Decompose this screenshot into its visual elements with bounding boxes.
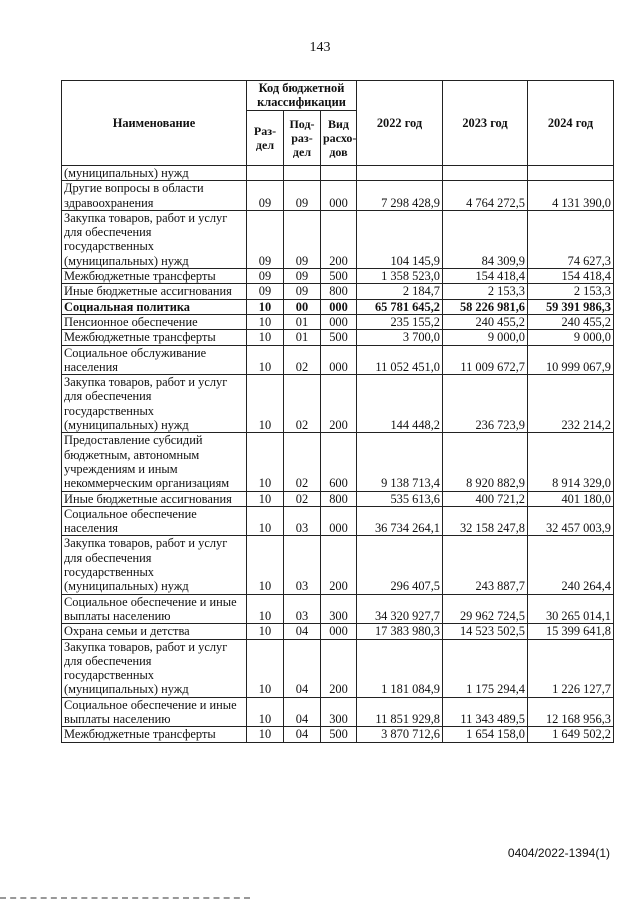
row-name: Закупка товаров, работ и услуг для обеспечения государственных (муниципальных) нужд (62, 639, 247, 697)
table-body (62, 166, 614, 743)
row-razdel (247, 166, 284, 181)
row-value-2022: 11 052 451,0 (357, 345, 443, 375)
row-vid: 300 (321, 697, 357, 727)
row-value-2023: 11 343 489,5 (443, 697, 528, 727)
row-vid: 300 (321, 594, 357, 624)
row-name: Закупка товаров, работ и услуг для обеспечения государственных (муниципальных) нужд (62, 375, 247, 433)
row-razdel: 10 (247, 697, 284, 727)
header-vid: Вид расхо-дов (321, 110, 357, 165)
row-value-2023: 4 764 272,5 (443, 181, 528, 211)
header-year-2024: 2024 год (528, 81, 614, 166)
row-value-2024: 154 418,4 (528, 269, 614, 284)
row-vid: 000 (321, 314, 357, 329)
row-value-2023: 58 226 981,6 (443, 299, 528, 314)
row-value-2023: 154 418,4 (443, 269, 528, 284)
row-value-2022: 9 138 713,4 (357, 433, 443, 491)
row-value-2024: 4 131 390,0 (528, 181, 614, 211)
row-value-2023: 14 523 502,5 (443, 624, 528, 639)
row-vid: 000 (321, 181, 357, 211)
row-podrazdel: 02 (284, 433, 321, 491)
row-value-2024: 30 265 014,1 (528, 594, 614, 624)
row-razdel: 10 (247, 594, 284, 624)
row-vid: 500 (321, 269, 357, 284)
row-podrazdel: 03 (284, 536, 321, 594)
budget-table (61, 80, 614, 743)
row-razdel: 10 (247, 624, 284, 639)
row-value-2024: 240 455,2 (528, 314, 614, 329)
row-razdel: 09 (247, 284, 284, 299)
row-podrazdel: 02 (284, 375, 321, 433)
page-number: 143 (309, 40, 331, 55)
row-value-2022: 535 613,6 (357, 491, 443, 506)
row-name: Другие вопросы в области здравоохранения (62, 181, 247, 211)
row-razdel: 09 (247, 210, 284, 268)
row-name: Социальное обслуживание населения (62, 345, 247, 375)
row-podrazdel: 04 (284, 697, 321, 727)
row-name: Социальная политика (62, 299, 247, 314)
row-value-2022: 3 700,0 (357, 330, 443, 345)
header-year-2023: 2023 год (443, 81, 528, 166)
table-row (62, 697, 614, 727)
row-value-2024: 12 168 956,3 (528, 697, 614, 727)
row-name: Социальное обеспечение населения (62, 506, 247, 536)
row-razdel: 09 (247, 181, 284, 211)
row-value-2024: 32 457 003,9 (528, 506, 614, 536)
row-value-2024: 74 627,3 (528, 210, 614, 268)
row-value-2022: 2 184,7 (357, 284, 443, 299)
row-vid: 000 (321, 345, 357, 375)
row-razdel: 09 (247, 269, 284, 284)
row-razdel: 10 (247, 491, 284, 506)
row-razdel: 10 (247, 299, 284, 314)
row-value-2023: 8 920 882,9 (443, 433, 528, 491)
row-vid: 600 (321, 433, 357, 491)
row-value-2023: 29 962 724,5 (443, 594, 528, 624)
row-name: Межбюджетные трансферты (62, 727, 247, 742)
row-value-2023: 32 158 247,8 (443, 506, 528, 536)
row-podrazdel: 01 (284, 314, 321, 329)
table-row (62, 375, 614, 433)
table-row (62, 299, 614, 314)
row-vid (321, 166, 357, 181)
row-value-2023: 1 175 294,4 (443, 639, 528, 697)
row-value-2024: 240 264,4 (528, 536, 614, 594)
row-value-2023: 2 153,3 (443, 284, 528, 299)
row-podrazdel: 04 (284, 727, 321, 742)
row-value-2023: 1 654 158,0 (443, 727, 528, 742)
table-row (62, 269, 614, 284)
row-value-2022: 7 298 428,9 (357, 181, 443, 211)
row-razdel: 10 (247, 727, 284, 742)
row-value-2022: 34 320 927,7 (357, 594, 443, 624)
row-vid: 000 (321, 299, 357, 314)
table-row (62, 536, 614, 594)
table-row (62, 284, 614, 299)
row-value-2024: 401 180,0 (528, 491, 614, 506)
row-vid: 200 (321, 639, 357, 697)
row-razdel: 10 (247, 506, 284, 536)
table-row (62, 314, 614, 329)
row-vid: 200 (321, 536, 357, 594)
row-name: Социальное обеспечение и иные выплаты населению (62, 594, 247, 624)
row-name: Иные бюджетные ассигнования (62, 284, 247, 299)
row-razdel: 10 (247, 639, 284, 697)
row-podrazdel: 09 (284, 210, 321, 268)
row-podrazdel: 09 (284, 181, 321, 211)
row-value-2022: 104 145,9 (357, 210, 443, 268)
row-name: Предоставление субсидий бюджетным, автономным учреждениям и иным некоммерческим организациям (62, 433, 247, 491)
row-value-2023: 84 309,9 (443, 210, 528, 268)
row-value-2023: 240 455,2 (443, 314, 528, 329)
row-value-2024: 15 399 641,8 (528, 624, 614, 639)
row-podrazdel (284, 166, 321, 181)
row-podrazdel: 09 (284, 269, 321, 284)
row-name: Закупка товаров, работ и услуг для обеспечения государственных (муниципальных) нужд (62, 210, 247, 268)
header-razdel: Раз-дел (247, 110, 284, 165)
row-value-2022 (357, 166, 443, 181)
header-name: Наименование (62, 81, 247, 166)
table-row (62, 433, 614, 491)
row-vid: 500 (321, 727, 357, 742)
table-row (62, 727, 614, 742)
row-value-2022: 11 851 929,8 (357, 697, 443, 727)
row-value-2024: 8 914 329,0 (528, 433, 614, 491)
row-podrazdel: 04 (284, 639, 321, 697)
table-row (62, 639, 614, 697)
row-razdel: 10 (247, 536, 284, 594)
table-row (62, 210, 614, 268)
row-value-2024: 10 999 067,9 (528, 345, 614, 375)
row-podrazdel: 03 (284, 594, 321, 624)
row-value-2022: 235 155,2 (357, 314, 443, 329)
row-value-2023: 236 723,9 (443, 375, 528, 433)
row-name: Закупка товаров, работ и услуг для обеспечения государственных (муниципальных) нужд (62, 536, 247, 594)
row-vid: 000 (321, 624, 357, 639)
row-podrazdel: 04 (284, 624, 321, 639)
row-podrazdel: 03 (284, 506, 321, 536)
row-value-2022: 65 781 645,2 (357, 299, 443, 314)
row-value-2023: 9 000,0 (443, 330, 528, 345)
table-row (62, 491, 614, 506)
row-value-2024: 9 000,0 (528, 330, 614, 345)
row-podrazdel: 09 (284, 284, 321, 299)
row-podrazdel: 02 (284, 491, 321, 506)
row-value-2023: 400 721,2 (443, 491, 528, 506)
row-value-2023 (443, 166, 528, 181)
header-code-group: Код бюджетной классификации (247, 81, 357, 111)
row-vid: 800 (321, 491, 357, 506)
row-value-2022: 296 407,5 (357, 536, 443, 594)
table-row (62, 181, 614, 211)
table-row (62, 594, 614, 624)
row-value-2022: 36 734 264,1 (357, 506, 443, 536)
document-code: 0404/2022-1394(1) (507, 846, 610, 860)
row-value-2022: 1 181 084,9 (357, 639, 443, 697)
row-value-2022: 17 383 980,3 (357, 624, 443, 639)
row-value-2024 (528, 166, 614, 181)
row-razdel: 10 (247, 330, 284, 345)
row-name: Пенсионное обеспечение (62, 314, 247, 329)
row-vid: 000 (321, 506, 357, 536)
header-podrazdel: Под-раз-дел (284, 110, 321, 165)
bottom-rule (0, 897, 250, 899)
table-row (62, 624, 614, 639)
row-vid: 200 (321, 210, 357, 268)
row-razdel: 10 (247, 375, 284, 433)
row-podrazdel: 00 (284, 299, 321, 314)
row-vid: 200 (321, 375, 357, 433)
row-razdel: 10 (247, 314, 284, 329)
row-name: Межбюджетные трансферты (62, 330, 247, 345)
row-razdel: 10 (247, 345, 284, 375)
table-row (62, 506, 614, 536)
row-podrazdel: 02 (284, 345, 321, 375)
row-value-2022: 1 358 523,0 (357, 269, 443, 284)
table-row (62, 330, 614, 345)
row-value-2024: 2 153,3 (528, 284, 614, 299)
row-vid: 500 (321, 330, 357, 345)
row-value-2023: 11 009 672,7 (443, 345, 528, 375)
row-razdel: 10 (247, 433, 284, 491)
row-value-2024: 59 391 986,3 (528, 299, 614, 314)
row-name: Охрана семьи и детства (62, 624, 247, 639)
row-value-2022: 3 870 712,6 (357, 727, 443, 742)
row-value-2023: 243 887,7 (443, 536, 528, 594)
row-value-2022: 144 448,2 (357, 375, 443, 433)
row-podrazdel: 01 (284, 330, 321, 345)
row-value-2024: 1 649 502,2 (528, 727, 614, 742)
header-year-2022: 2022 год (357, 81, 443, 166)
table-row (62, 345, 614, 375)
row-name: Социальное обеспечение и иные выплаты населению (62, 697, 247, 727)
table-row (62, 166, 614, 181)
row-name: Межбюджетные трансферты (62, 269, 247, 284)
row-value-2024: 1 226 127,7 (528, 639, 614, 697)
row-vid: 800 (321, 284, 357, 299)
row-name: Иные бюджетные ассигнования (62, 491, 247, 506)
row-value-2024: 232 214,2 (528, 375, 614, 433)
row-name: (муниципальных) нужд (62, 166, 247, 181)
